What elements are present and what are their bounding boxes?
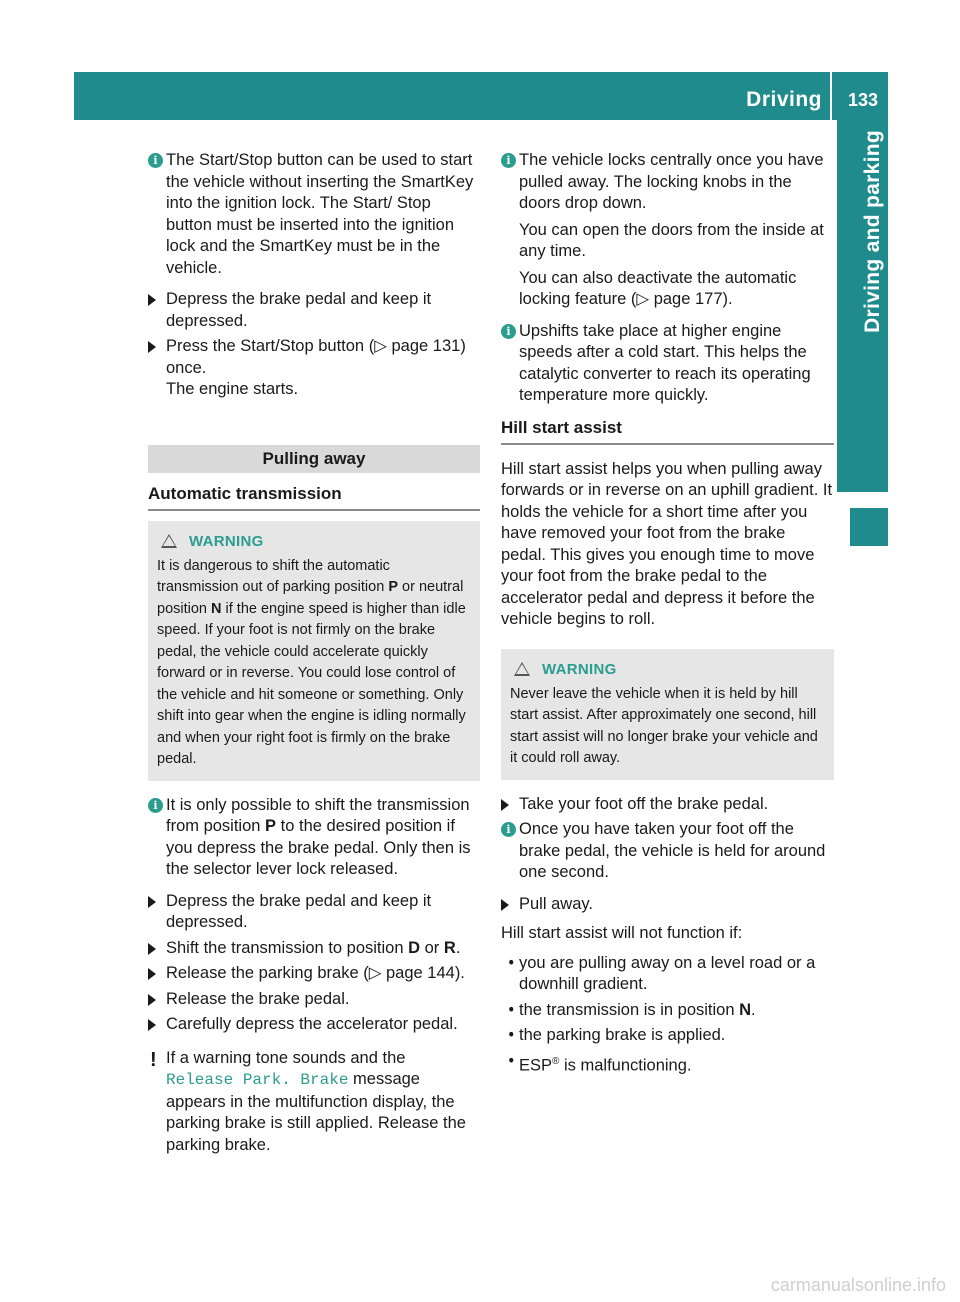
info-icon: i	[148, 798, 163, 813]
step-text: Pull away.	[519, 894, 593, 913]
note-text: Upshifts take place at higher engine speeds after a cold start. This helps the catalytic converter to reach its operating temperature more quickly.	[519, 321, 811, 404]
step-arrow-icon	[148, 341, 156, 353]
page-reference[interactable]: page 131	[391, 337, 461, 355]
subsection-heading: Hill start assist	[501, 417, 834, 445]
info-note	[148, 150, 480, 279]
warning-text: It is dangerous to shift the automatic transmission out of parking position P or neutral position N if the engine speed is higher than idle speed. If your foot is not firmly on the brake pedal, the vehicle could accelerate quickly forward or in reverse. You could lose control of the vehicle and hit someone or something. Only shift into gear when the engine is idling normally and when your right foot is firmly on the brake pedal.	[157, 557, 466, 767]
step-arrow-icon	[501, 899, 509, 911]
info-note	[148, 795, 480, 881]
page-reference[interactable]: page 177	[653, 290, 723, 308]
warning-triangle-icon	[161, 534, 177, 548]
left-column	[148, 150, 480, 1166]
step-text: Shift the transmission to position D or R.	[166, 938, 461, 957]
page-number: 133	[847, 90, 878, 110]
step-text: Take your foot off the brake pedal.	[519, 794, 769, 813]
header-separator	[830, 72, 832, 120]
instruction-step	[148, 989, 480, 1011]
side-tab	[837, 120, 888, 492]
warning-triangle-icon	[514, 662, 530, 676]
info-icon: i	[501, 324, 516, 339]
instruction-step	[148, 891, 480, 934]
step-arrow-icon	[148, 968, 156, 980]
step-arrow-icon	[148, 943, 156, 955]
info-note	[501, 819, 834, 884]
instruction-step	[148, 1014, 480, 1036]
footer-watermark: carmanualsonline.info	[770, 1275, 946, 1295]
step-text: Press the Start/Stop button (▷ page 131) once.	[166, 337, 466, 377]
note-text: It is only possible to shift the transmission from position P to the desired position if you depress the brake pedal. Only then is the selector lever lock released.	[166, 795, 471, 878]
step-text: Depress the brake pedal and keep it depressed.	[166, 891, 432, 931]
warning-box	[501, 649, 834, 780]
note-text: Once you have taken your foot off the brake pedal, the vehicle is held for around one second.	[519, 820, 826, 881]
list-item: • you are pulling away on a level road or a downhill gradient.	[507, 952, 816, 993]
display-message: Release Park. Brake	[166, 1071, 349, 1089]
intro-paragraph: Hill start assist helps you when pulling away forwards or in reverse on an uphill gradient. It holds the vehicle for a short time after you have removed your foot from the brake pedal. This gives you enough time to move your foot from the brake pedal to the accelerator pedal and depress it before the vehicle begins to roll.	[501, 459, 833, 628]
info-icon: i	[148, 153, 163, 168]
right-column	[501, 150, 834, 1081]
header-title: Driving	[746, 88, 822, 111]
step-text: Carefully depress the accelerator pedal.	[166, 1015, 458, 1033]
list-item: • ESP® is malfunctioning.	[507, 1050, 692, 1074]
instruction-step	[148, 336, 480, 401]
warning-text: Never leave the vehicle when it is held by hill start assist. After approximately one second, hill start assist will no longer brake your vehicle and it could roll away.	[510, 685, 818, 766]
caution-exclamation-icon: !	[150, 1048, 157, 1071]
step-text: Depress the brake pedal and keep it depressed.	[166, 290, 432, 330]
section-header	[148, 445, 480, 473]
page-ref-triangle-icon: ▷	[368, 964, 386, 982]
instruction-step	[501, 894, 834, 916]
side-tab-label: Driving and parking	[861, 130, 884, 333]
info-icon: i	[501, 153, 516, 168]
step-arrow-icon	[148, 294, 156, 306]
step-text: Release the parking brake (▷ page 144).	[166, 964, 465, 982]
step-text: Release the brake pedal.	[166, 989, 350, 1008]
list-item: • the transmission is in position N.	[507, 999, 756, 1019]
step-arrow-icon	[148, 896, 156, 908]
note-text: The Start/Stop button can be used to start the vehicle without inserting the SmartKey into the ignition lock. The Start/ Stop button must be inserted into the ignition lock and the SmartKey must be in the vehicle.	[166, 151, 474, 277]
info-note	[501, 150, 834, 311]
info-icon: i	[501, 822, 516, 837]
warning-box	[148, 521, 480, 781]
step-arrow-icon	[501, 799, 509, 811]
page-ref-triangle-icon: ▷	[374, 337, 392, 355]
section-title: Pulling away	[262, 448, 366, 468]
warning-title: WARNING	[542, 660, 617, 678]
step-arrow-icon	[148, 1019, 156, 1031]
warning-title: WARNING	[189, 532, 264, 550]
page-ref-triangle-icon: ▷	[636, 290, 654, 308]
note-subtext: You can also deactivate the automatic locking feature (▷ page 177).	[519, 268, 797, 308]
header-bar	[74, 72, 888, 120]
step-result: The engine starts.	[166, 380, 299, 398]
instruction-step	[501, 794, 834, 816]
instruction-step	[148, 289, 480, 332]
step-arrow-icon	[148, 994, 156, 1006]
instruction-step	[148, 938, 480, 960]
side-tab-marker	[850, 508, 888, 546]
note-text: The vehicle locks centrally once you have pulled away. The locking knobs in the doors drop down.	[519, 151, 824, 212]
info-note	[501, 321, 834, 407]
page-reference[interactable]: page 144	[385, 964, 455, 982]
subsection-heading: Automatic transmission	[148, 483, 480, 511]
caution-text: If a warning tone sounds and the Release Park. Brake message appears in the multifunction display, the parking brake is still applied. Release the parking brake.	[166, 1048, 466, 1154]
note-subtext: You can open the doors from the inside at any time.	[519, 220, 824, 260]
list-item: • the parking brake is applied.	[507, 1025, 726, 1044]
condition-intro: Hill start assist will not function if:	[501, 924, 743, 942]
instruction-step	[148, 963, 480, 985]
caution-note	[148, 1048, 480, 1157]
